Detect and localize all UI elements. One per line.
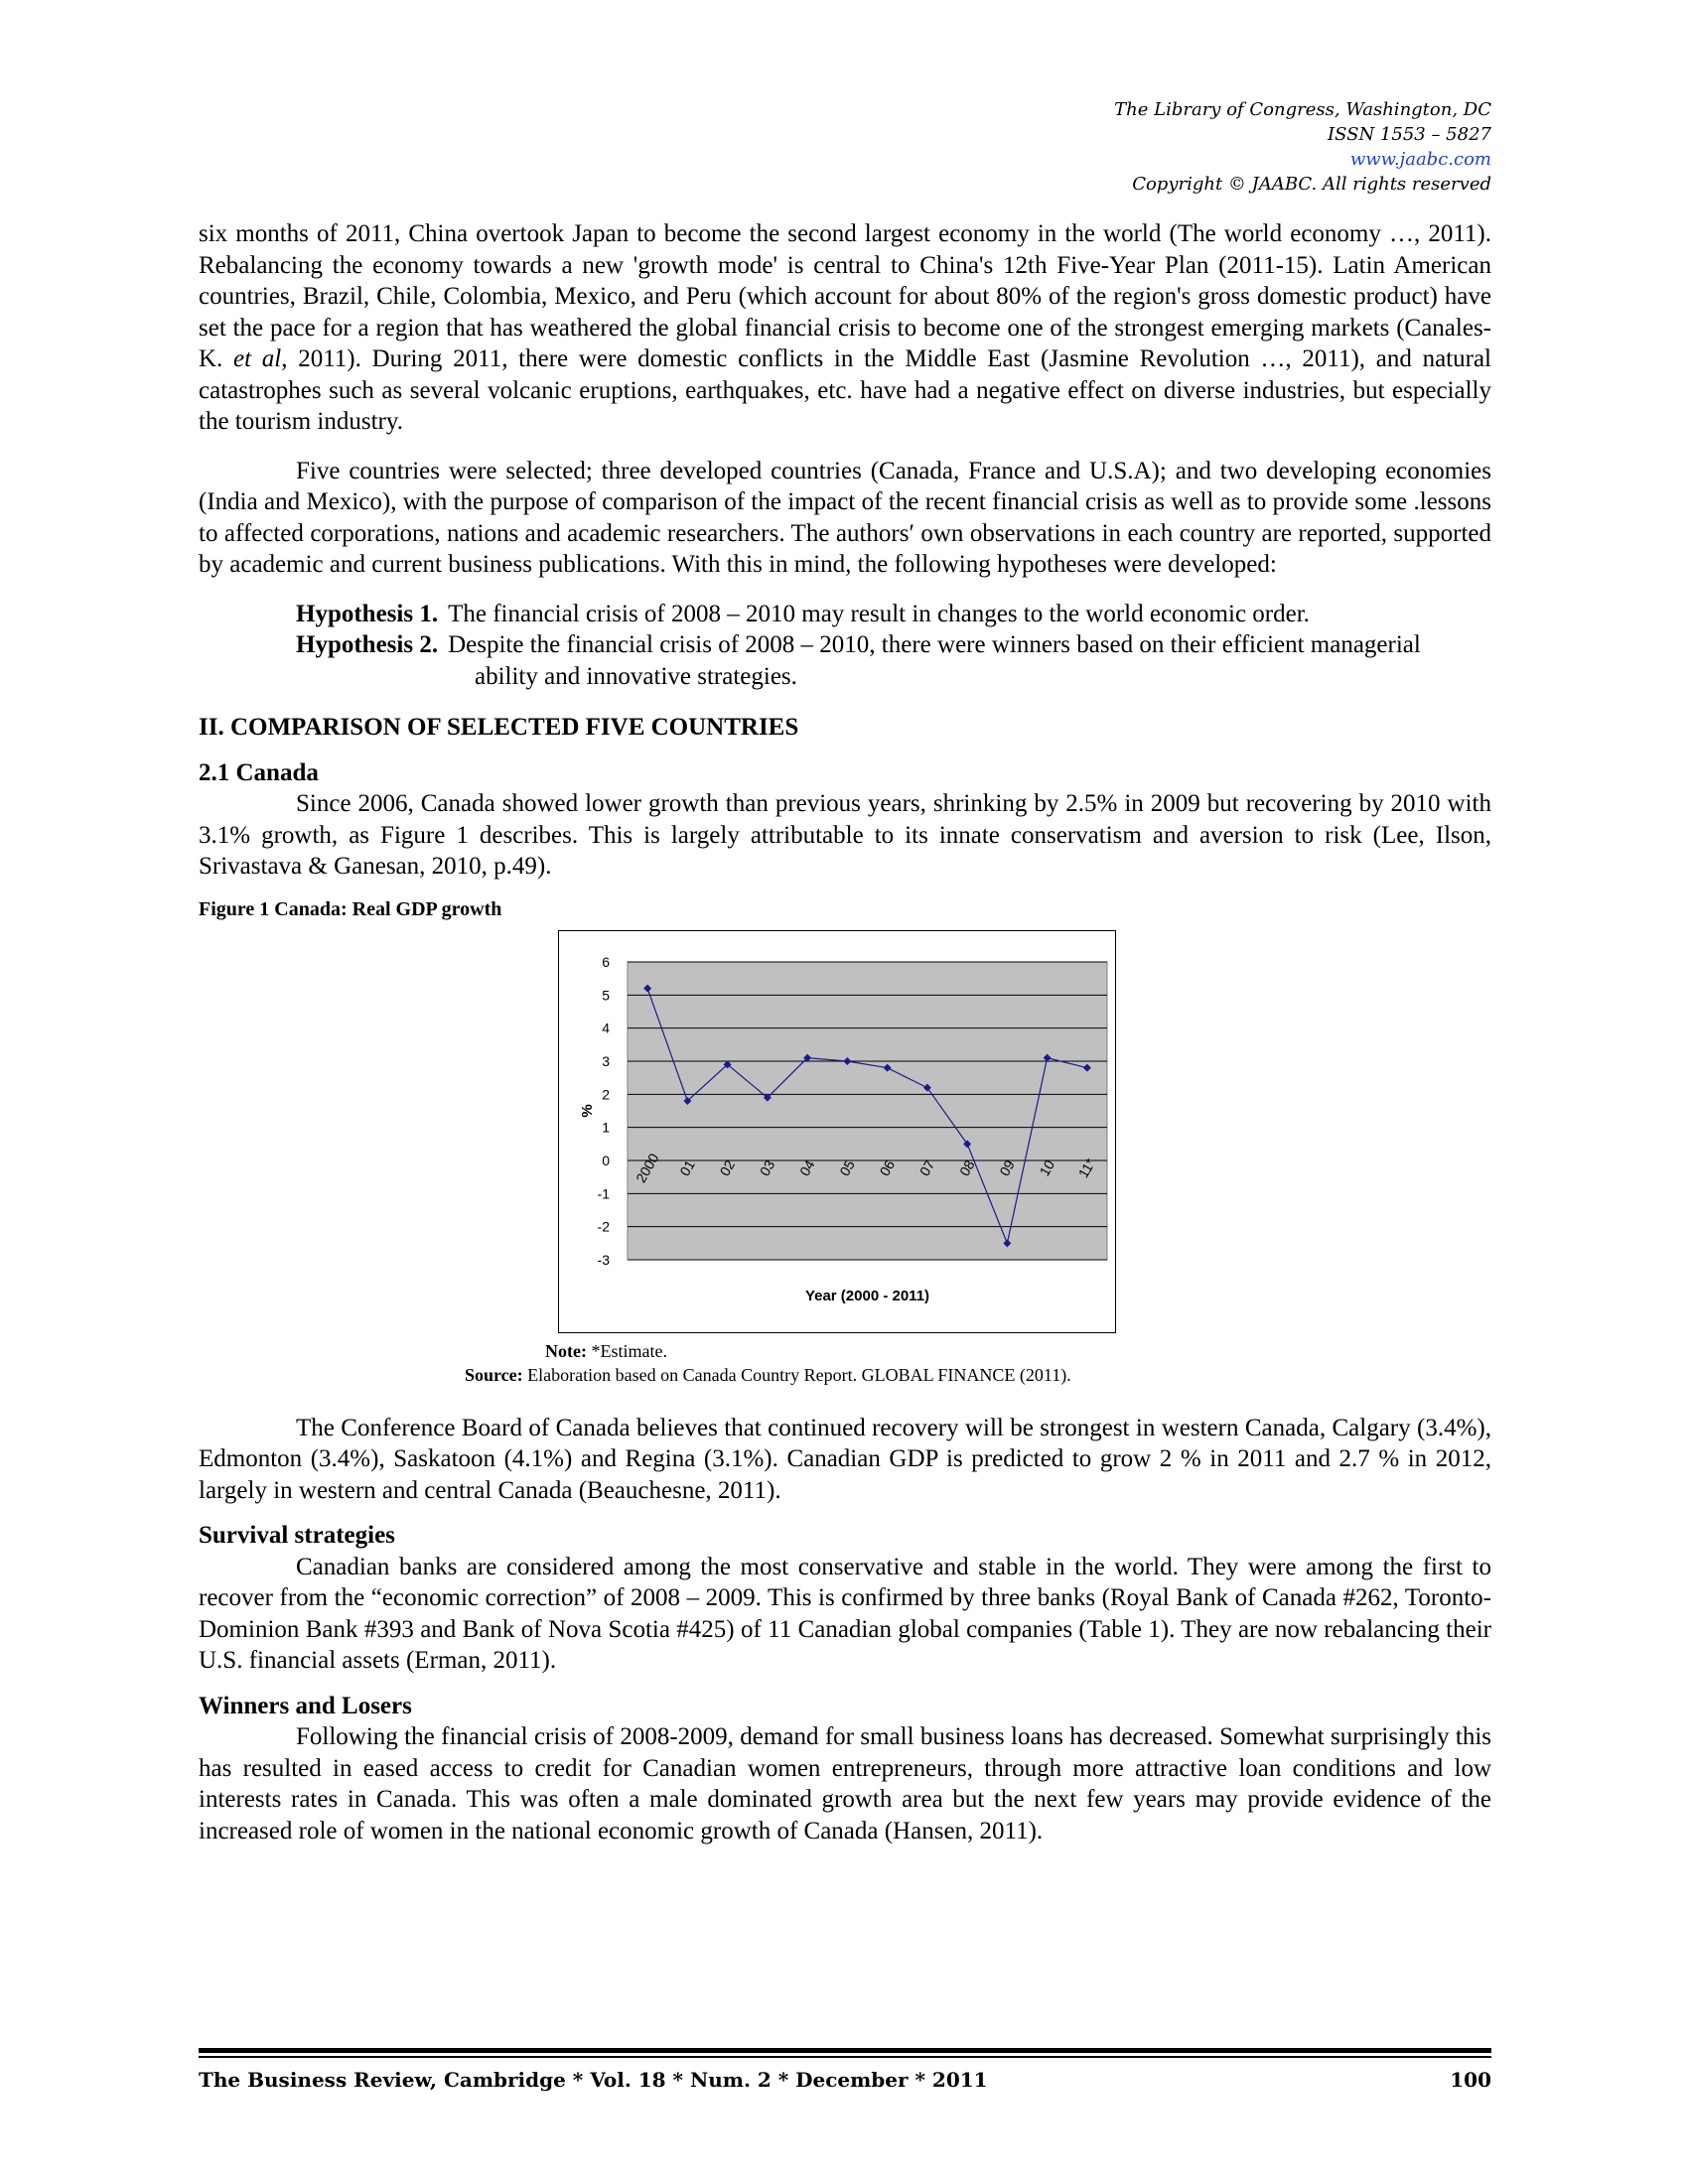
- x-tick-label: 01: [676, 1157, 698, 1178]
- hypotheses-list: [296, 599, 1491, 693]
- note-text: *Estimate.: [586, 1340, 667, 1361]
- italic-text: et al: [233, 345, 282, 372]
- paragraph-five-countries: Five countries were selected; three developed countries (Canada, France and U.S.A); and two developing economies (India and Mexico), with the purpose of comparison of the impact of the recent financial crisis as well as to provide some .lessons to affected corporations, nations and academic researchers. The authors′ own observations in each country are reported, supported by academic and current business publications. With this in mind, the following hypotheses were developed:: [199, 457, 1491, 578]
- source-text: Elaboration based on Canada Country Report. GLOBAL FINANCE (2011).: [522, 1364, 1071, 1385]
- footer-rule-thick: [199, 2048, 1491, 2053]
- journal-header: [1114, 97, 1491, 197]
- x-tick-label: 04: [795, 1157, 818, 1178]
- y-axis-label: %: [579, 1103, 596, 1118]
- hypothesis-continuation: ability and innovative strategies.: [475, 662, 797, 690]
- gdp-chart-svg: [559, 931, 1115, 1332]
- paragraph-text: six months of 2011, China overtook Japan to become the second largest economy in the world (The world economy …, 2011). Rebalancing the economy towards a new 'growth mode' is central to China's 12th Five-Year Plan (2011-15). Latin American countries, Brazil, Chile, Colombia, Mexico, and Peru (which account for about 80% of the region's gross domestic product) have set the pace for a region that has weathered the global financial crisis to become one of the strongest emerging markets (Canales-K.: [199, 220, 1491, 372]
- y-tick-label: -1: [597, 1184, 610, 1201]
- x-tick-label: 02: [716, 1157, 739, 1178]
- figure-notes: [199, 1339, 1491, 1387]
- hypothesis-2: [296, 629, 1491, 661]
- y-tick-label: 4: [602, 1020, 610, 1036]
- y-tick-label: 6: [602, 953, 610, 970]
- canada-paragraph: Since 2006, Canada showed lower growth than previous years, shrinking by 2.5% in 2009 but recovering by 2010 with 3.1% growth, as Figure 1 describes. This is largely attributable to its innate conservatism and aversion to risk (Lee, Ilson, Srivastava & Ganesan, 2010, p.49).: [199, 790, 1491, 880]
- page: [199, 0, 1491, 2184]
- conference-board-paragraph: The Conference Board of Canada believes that continued recovery will be strongest in western Canada, Calgary (3.4%), Edmonton (3.4%), Saskatoon (4.1%) and Regina (3.1%). Canadian GDP is predicted to grow 2 % in 2011 and 2.7 % in 2012, largely in western and central Canada (Beauchesne, 2011).: [199, 1414, 1491, 1504]
- figure-note: [199, 1339, 1491, 1363]
- note-label: Note:: [545, 1340, 587, 1361]
- footer-citation: The Business Review, Cambridge * Vol. 18 * Num. 2 * December * 2011: [199, 2068, 988, 2092]
- paragraph-text: , 2011). During 2011, there were domestic conflicts in the Middle East (Jasmine Revolution …, 2011), and natural catastrophes such as several volcanic eruptions, earthquakes, etc. have had a negative effect on diverse industries, but especially the tourism industry.: [199, 345, 1491, 435]
- survival-paragraph: Canadian banks are considered among the most conservative and stable in the world. They were among the first to recover from the “economic correction” of 2008 – 2009. This is confirmed by three banks (Royal Bank of Canada #262, Toronto-Dominion Bank #393 and Bank of Nova Scotia #425) of 11 Canadian global companies (Table 1). They are now rebalancing their U.S. financial assets (Erman, 2011).: [199, 1553, 1491, 1674]
- section-title: II. COMPARISON OF SELECTED FIVE COUNTRIES: [199, 714, 799, 741]
- y-tick-label: -3: [597, 1251, 610, 1268]
- hypothesis-label-text: Hypothesis 2: [296, 631, 432, 658]
- survival-heading: Survival strategies: [199, 1522, 395, 1549]
- y-tick-label: 5: [602, 986, 610, 1003]
- x-tick-label: 07: [915, 1157, 938, 1178]
- gdp-chart: [558, 930, 1116, 1333]
- paragraph-china: [199, 218, 1491, 438]
- header-website-link[interactable]: www.jaabc.com: [1349, 149, 1491, 170]
- y-tick-label: -2: [597, 1218, 610, 1235]
- x-tick-label: 03: [756, 1157, 778, 1178]
- source-label: Source:: [465, 1364, 523, 1385]
- header-library: The Library of Congress, Washington, DC: [1114, 99, 1491, 120]
- header-issn: ISSN 1553 – 5827: [1328, 124, 1491, 145]
- canada-heading: 2.1 Canada: [199, 758, 319, 786]
- hypothesis-label: Hypothesis 2.: [296, 631, 439, 658]
- page-number: 100: [1450, 2068, 1491, 2092]
- x-tick-label: 10: [1036, 1157, 1058, 1178]
- y-tick-label: 1: [602, 1119, 610, 1136]
- y-tick-label: 3: [602, 1052, 610, 1069]
- x-tick-label: 08: [955, 1157, 978, 1178]
- hypothesis-1: [296, 599, 1491, 630]
- hypothesis-label-text: Hypothesis 1: [296, 600, 432, 627]
- x-tick-label: 06: [876, 1157, 899, 1178]
- footer-rule-thin: [199, 2056, 1491, 2058]
- hypothesis-text: The financial crisis of 2008 – 2010 may result in changes to the world economic order.: [448, 600, 1310, 627]
- journal-footer: [199, 2068, 1491, 2092]
- figure-title: Figure 1 Canada: Real GDP growth: [199, 897, 502, 920]
- x-tick-label: 2000: [633, 1150, 662, 1185]
- x-tick-label: 11*: [1074, 1155, 1099, 1180]
- x-tick-label: 09: [996, 1157, 1018, 1178]
- header-copyright: Copyright © JAABC. All rights reserved: [1132, 174, 1491, 195]
- x-tick-label: 05: [836, 1157, 858, 1178]
- article-body: [199, 218, 1491, 1846]
- winners-heading: Winners and Losers: [199, 1692, 412, 1719]
- y-tick-label: 0: [602, 1152, 610, 1168]
- x-axis-label: Year (2000 - 2011): [804, 1287, 930, 1304]
- y-tick-label: 2: [602, 1085, 610, 1102]
- hypothesis-text: Despite the financial crisis of 2008 – 2010, there were winners based on their efficient managerial: [448, 631, 1421, 658]
- winners-paragraph: Following the financial crisis of 2008-2009, demand for small business loans has decreased. Somewhat surprisingly this has resulted in eased access to credit for Canadian women entrepreneurs, through more attractive loan conditions and low interests rates in Canada. This was often a male dominated growth area but the next few years may provide evidence of the increased role of women in the national economic growth of Canada (Hansen, 2011).: [199, 1723, 1491, 1844]
- figure-source: [199, 1363, 1491, 1387]
- hypothesis-label: Hypothesis 1.: [296, 600, 439, 627]
